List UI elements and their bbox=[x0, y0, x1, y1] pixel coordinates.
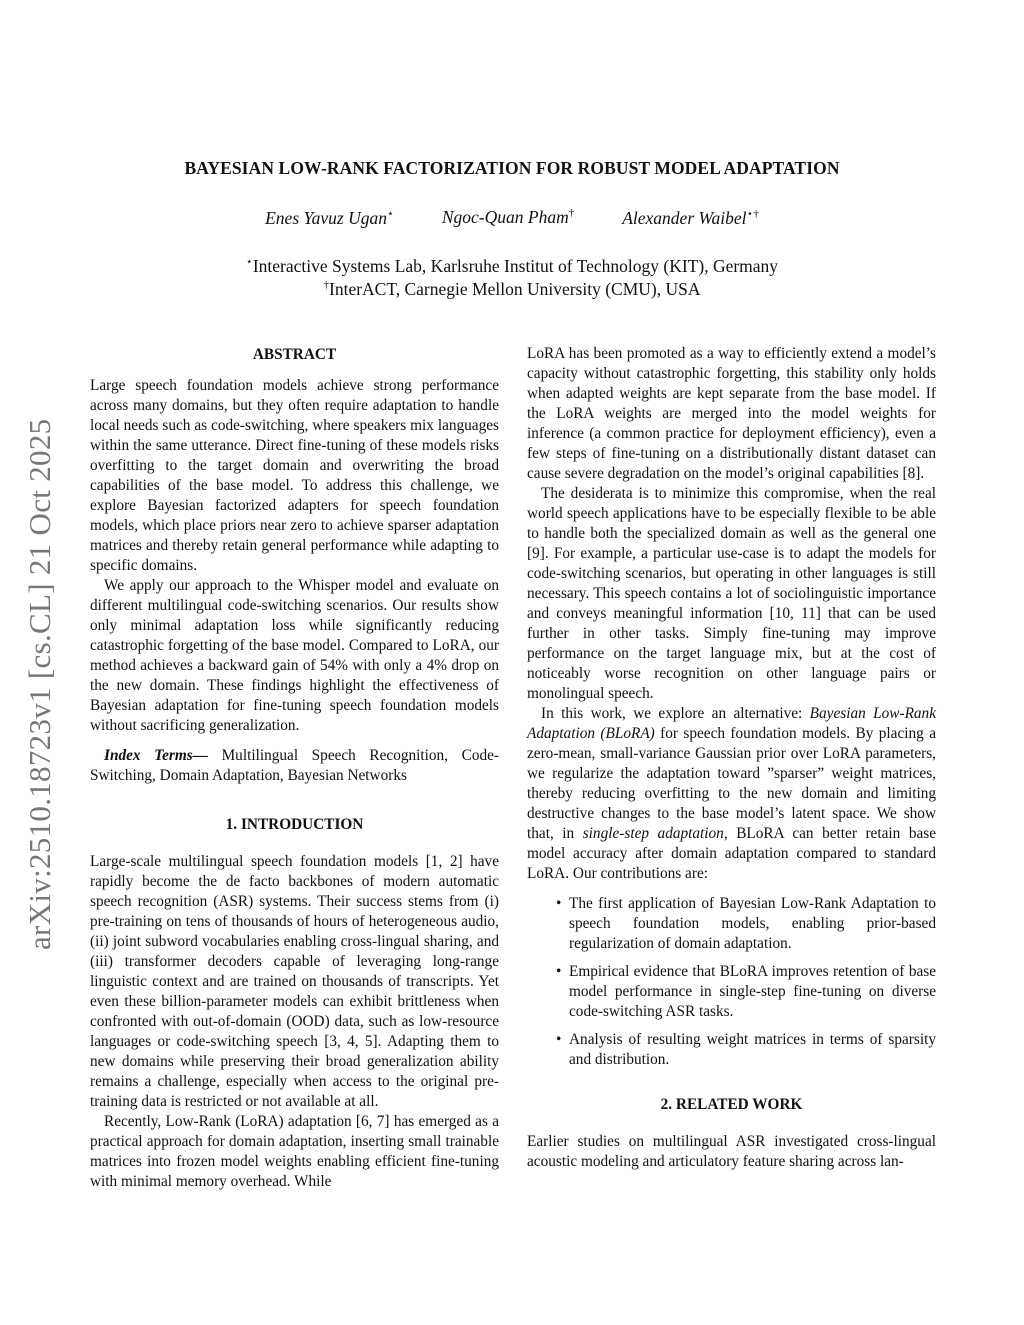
left-column bbox=[90, 344, 499, 1192]
affiliation: ⋆Interactive Systems Lab, Karlsruhe Institut of Technology (KIT), Germany bbox=[245, 255, 779, 276]
right-column bbox=[527, 344, 936, 1172]
body-paragraph: Earlier studies on multilingual ASR investigated cross-lingual acoustic modeling and articulatory feature sharing across lan- bbox=[527, 1133, 936, 1170]
affiliation: †InterACT, Carnegie Mellon University (CMU), USA bbox=[323, 279, 701, 299]
paper-title: BAYESIAN LOW-RANK FACTORIZATION FOR ROBUST MODEL ADAPTATION bbox=[184, 158, 840, 178]
related-work-heading: 2. RELATED WORK bbox=[660, 1096, 803, 1113]
list-item: • Analysis of resulting weight matrices in terms of sparsity and distribution. bbox=[569, 1030, 936, 1070]
arxiv-stamp: arXiv:2510.18723v1 [cs.CL] 21 Oct 2025 bbox=[22, 418, 57, 950]
body-paragraph: In this work, we explore an alternative: Bayesian Low-Rank Adaptation (BLoRA) for speech foundation models. By placing a zero-mean, small-variance Gaussian prior over LoRA parameters, we regularize the adaptation toward ”sparser” weight matrices, thereby reducing overfitting to the new domain and limiting destructive changes to the base model’s latent space. We show that, in single-step adaptation, BLoRA can better retain base model accuracy after domain adaptation compared to standard LoRA. Our contributions are: bbox=[527, 705, 936, 882]
author: Alexander Waibel⋆† bbox=[622, 207, 759, 228]
abstract-heading: ABSTRACT bbox=[252, 346, 337, 363]
introduction-heading: 1. INTRODUCTION bbox=[225, 816, 364, 833]
abstract-paragraph: We apply our approach to the Whisper model and evaluate on different multilingual code-switching scenarios. Our results show only minimal adaptation loss while significantly reducing catastrophic forgetting of the base model. Compared to LoRA, our method achieves a backward gain of 54% with only a 4% drop on the new domain. These findings highlight the effectiveness of Bayesian adaptation for fine-tuning speech foundation models without sacrificing generalization. bbox=[90, 577, 499, 734]
author: Ngoc-Quan Pham† bbox=[441, 207, 575, 227]
body-paragraph: The desiderata is to minimize this compromise, when the real world speech applications have to be especially flexible to be able to handle both the specialized domain as well as the general one [9]. For example, a particular use-case is to adapt the models for code-switching scenarios, but operating in other languages is still necessary. This speech contains a lot of sociolinguistic importance and conveys meaningful information [10, 11] that can be used further in other tasks. Simply fine-tuning may improve performance on the target language mix, but at the cost of noticeably worse recognition on other language pairs or monolingual speech. bbox=[527, 485, 936, 702]
index-terms: Index Terms— Multilingual Speech Recognition, Code-Switching, Domain Adaptation, Bayesian Networks bbox=[90, 747, 500, 784]
body-paragraph: Large-scale multilingual speech foundation models [1, 2] have rapidly become the de facto backbones of modern automatic speech recognition (ASR) systems. Their success stems from (i) pre-training on tens of thousands of hours of heterogeneous audio, (ii) joint subword vocabularies enabling cross-lingual sharing, and (iii) transformer decoders capable of leveraging long-range linguistic context and are trained on thousands of transcripts. Yet even these billion-parameter models can exhibit brittleness when confronted with out-of-domain (OOD) data, such as low-resource languages or code-switching speech [3, 4, 5]. Adapting them to new domains while preserving their broad generalization ability remains a challenge, especially when access to the original pre-training data is restricted or not available at all. bbox=[90, 853, 499, 1110]
list-item: • Empirical evidence that BLoRA improves retention of base model performance in single-step fine-tuning on diverse code-switching ASR tasks. bbox=[569, 962, 936, 1022]
contributions-list bbox=[527, 894, 936, 1070]
list-item: • The first application of Bayesian Low-Rank Adaptation to speech foundation models, enabling prior-based regularization of domain adaptation. bbox=[569, 894, 936, 954]
author: Enes Yavuz Ugan⋆ bbox=[265, 207, 394, 228]
body-paragraph: Recently, Low-Rank (LoRA) adaptation [6, 7] has emerged as a practical approach for domain adaptation, inserting small trainable matrices into frozen model weights enabling efficient fine-tuning with minimal memory overhead. While bbox=[90, 1113, 499, 1190]
author-list bbox=[0, 207, 1024, 229]
body-paragraph: LoRA has been promoted as a way to efficiently extend a model’s capacity without catastrophic forgetting, this stability only holds when adapted weights are kept separate from the base model. If the LoRA weights are merged into the model weights for inference (a common practice for deployment efficiency), even a few steps of fine-tuning on a distributionally distant dataset can cause severe degradation on the model’s original capabilities [8]. bbox=[527, 345, 936, 482]
abstract-paragraph: Large speech foundation models achieve strong performance across many domains, but they often require adaptation to handle local needs such as code-switching, where speakers mix languages within the same utterance. Direct fine-tuning of these models risks overfitting to the target domain and overwriting the broad capabilities of the base model. To address this challenge, we explore Bayesian factorized adapters for speech foundation models, which place priors near zero to achieve sparser adaptation matrices and thereby retain general performance while adapting to specific domains. bbox=[90, 377, 499, 574]
